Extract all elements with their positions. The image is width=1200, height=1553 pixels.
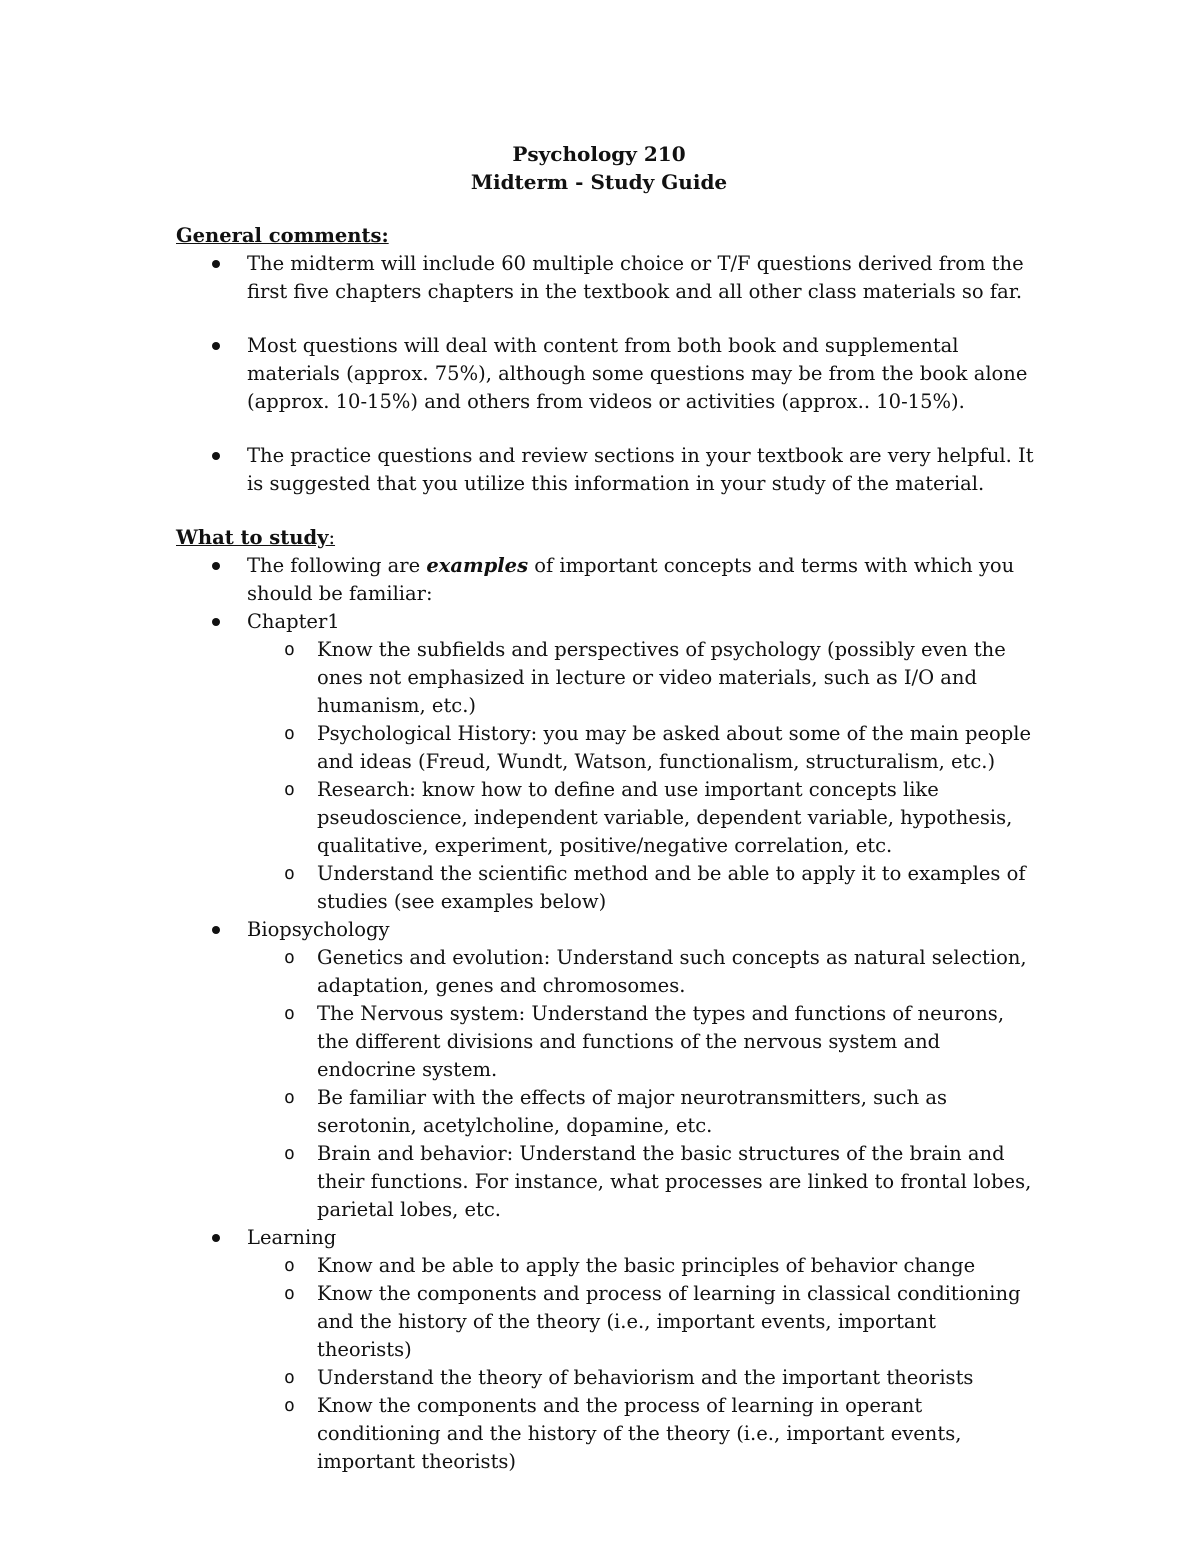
sublist-item [176, 860, 1036, 916]
intro-text-after: of important concepts and terms with which you should be familiar: [247, 554, 1015, 605]
circle-bullet-icon: o [284, 779, 295, 800]
sublist-item-text: Understand the theory of behaviorism and the important theorists [317, 1366, 974, 1389]
heading-colon: : [328, 526, 336, 549]
learning-label: Learning [247, 1226, 337, 1249]
list-item-learning [176, 1224, 1036, 1476]
circle-bullet-icon: o [284, 1143, 295, 1164]
sublist-item [176, 1140, 1036, 1224]
what-to-study-heading [176, 524, 1036, 552]
general-comments-list [176, 250, 1036, 498]
sublist-item-text: Know the components and process of learning in classical conditioning and the history of the theory (i.e., important events, important theorists) [317, 1282, 1021, 1361]
list-item-text: The midterm will include 60 multiple choice or T/F questions derived from the first five chapters chapters in the textbook and all other class materials so far. [247, 252, 1024, 303]
sublist-item [176, 1364, 1036, 1392]
bullet-icon [212, 926, 220, 934]
sublist-item [176, 944, 1036, 1000]
bullet-icon [212, 1234, 220, 1242]
intro-emphasis: examples [426, 554, 529, 577]
sublist-item-text: Know and be able to apply the basic principles of behavior change [317, 1254, 976, 1277]
list-item [176, 552, 1036, 608]
study-list [176, 552, 1036, 1476]
sublist-item-text: Know the components and the process of learning in operant conditioning and the history of the theory (i.e., important events, important theorists) [317, 1394, 962, 1473]
circle-bullet-icon: o [284, 1255, 295, 1276]
list-item-chapter1 [176, 608, 1036, 916]
sublist-item [176, 1000, 1036, 1084]
circle-bullet-icon: o [284, 1395, 295, 1416]
biopsychology-sublist [176, 944, 1036, 1224]
list-item [176, 442, 1036, 498]
learning-sublist [176, 1252, 1036, 1476]
list-item-text: The practice questions and review sections in your textbook are very helpful. It is suggested that you utilize this information in your study of the material. [247, 444, 1034, 495]
intro-text-before: The following are [247, 554, 427, 577]
sublist-item [176, 1392, 1036, 1476]
circle-bullet-icon: o [284, 863, 295, 884]
list-item-text: Most questions will deal with content from both book and supplemental materials (approx. 75%), although some questions may be from the book alone (approx. 10-15%) and others from videos or activities (approx.. 10-15%). [247, 334, 1028, 413]
sublist-item [176, 776, 1036, 860]
sublist-item [176, 1280, 1036, 1364]
sublist-item-text: The Nervous system: Understand the types and functions of neurons, the different divisions and functions of the nervous system and endocrine system. [317, 1002, 1005, 1081]
circle-bullet-icon: o [284, 1087, 295, 1108]
circle-bullet-icon: o [284, 1367, 295, 1388]
sublist-item-text: Brain and behavior: Understand the basic structures of the brain and their functions. For instance, what processes are linked to frontal lobes, parietal lobes, etc. [317, 1142, 1032, 1221]
bullet-icon [212, 452, 220, 460]
sublist-item-text: Research: know how to define and use important concepts like pseudoscience, independent variable, dependent variable, hypothesis, qualitative, experiment, positive/negative correlation, etc. [317, 778, 1013, 857]
sublist-item-text: Understand the scientific method and be able to apply it to examples of studies (see examples below) [317, 862, 1026, 913]
sublist-item [176, 720, 1036, 776]
circle-bullet-icon: o [284, 723, 295, 744]
bullet-icon [212, 342, 220, 350]
circle-bullet-icon: o [284, 1283, 295, 1304]
bullet-icon [212, 562, 220, 570]
document-subtitle: Midterm - Study Guide [470, 170, 728, 194]
circle-bullet-icon: o [284, 1003, 295, 1024]
bullet-icon [212, 260, 220, 268]
list-item [176, 250, 1036, 306]
biopsychology-label: Biopsychology [247, 918, 390, 941]
sublist-item-text: Be familiar with the effects of major neurotransmitters, such as serotonin, acetylcholine, dopamine, etc. [317, 1086, 947, 1137]
document-title: Psychology 210 [512, 142, 686, 166]
sublist-item [176, 1084, 1036, 1140]
document-page [176, 140, 1036, 1476]
list-item [176, 332, 1036, 416]
circle-bullet-icon: o [284, 639, 295, 660]
chapter1-label: Chapter1 [247, 610, 340, 633]
general-comments-heading: General comments: [176, 224, 389, 247]
sublist-item [176, 636, 1036, 720]
circle-bullet-icon: o [284, 947, 295, 968]
sublist-item [176, 1252, 1036, 1280]
sublist-item-text: Psychological History: you may be asked about some of the main people and ideas (Freud, Wundt, Watson, functionalism, structuralism, etc.) [317, 722, 1032, 773]
list-item-biopsychology [176, 916, 1036, 1224]
chapter1-sublist [176, 636, 1036, 916]
sublist-item-text: Know the subfields and perspectives of psychology (possibly even the ones not emphasized in lecture or video materials, such as I/O and humanism, etc.) [317, 638, 1006, 717]
sublist-item-text: Genetics and evolution: Understand such concepts as natural selection, adaptation, genes and chromosomes. [317, 946, 1027, 997]
bullet-icon [212, 618, 220, 626]
what-to-study-label: What to study [176, 526, 329, 549]
